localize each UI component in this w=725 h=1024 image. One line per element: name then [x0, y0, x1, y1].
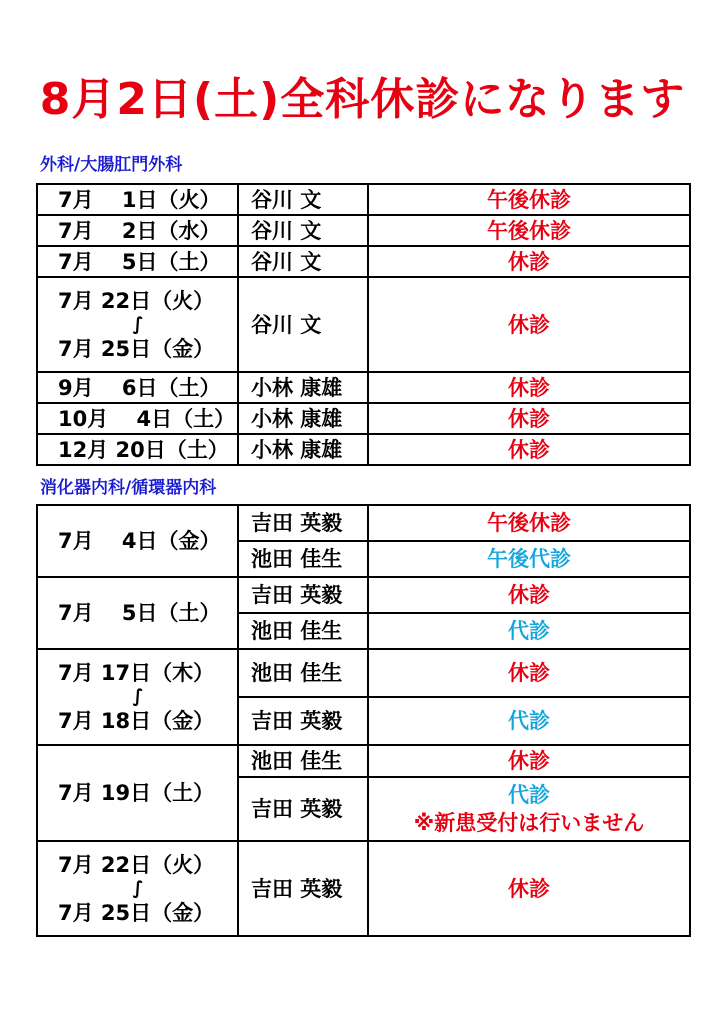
date-range-end: 7月 25日（金）	[58, 900, 215, 925]
status-cell: 代診	[368, 697, 690, 745]
doctor-cell: 吉田 英毅	[238, 697, 368, 745]
status-cell: 休診	[368, 277, 690, 372]
table-row	[37, 277, 690, 372]
section-heading-surgery: 外科/大腸肛門外科	[40, 155, 183, 175]
date-range-start: 7月 22日（火）	[58, 852, 215, 877]
status-cell: 午後代診	[368, 541, 690, 577]
date-cell: 9月 6日（土）	[37, 372, 238, 403]
status-cell: 休診	[368, 745, 690, 777]
range-mark: ∫	[132, 313, 144, 335]
doctor-cell: 池田 佳生	[238, 745, 368, 777]
date-range-cell	[37, 841, 238, 936]
status-text: 代診	[508, 783, 550, 807]
table-row	[37, 841, 690, 936]
date-cell: 7月 4日（金）	[37, 505, 238, 577]
date-cell: 12月 20日（土）	[37, 434, 238, 465]
table-row	[37, 372, 690, 403]
date-range-start: 7月 17日（木）	[58, 661, 215, 685]
internal-schedule-table	[36, 504, 691, 937]
table-row	[37, 403, 690, 434]
status-cell: 休診	[368, 403, 690, 434]
surgery-schedule-table	[36, 183, 691, 466]
doctor-cell: 谷川 文	[238, 215, 368, 246]
doctor-cell: 池田 佳生	[238, 649, 368, 697]
status-cell: 休診	[368, 649, 690, 697]
date-range-start: 7月 22日（火）	[58, 288, 215, 313]
doctor-cell: 小林 康雄	[238, 403, 368, 434]
table-row	[37, 649, 690, 697]
table-row	[37, 577, 690, 613]
date-cell: 10月 4日（土）	[37, 403, 238, 434]
status-note: ※新患受付は行いません	[413, 811, 645, 835]
status-cell: 休診	[368, 372, 690, 403]
date-cell: 7月 2日（水）	[37, 215, 238, 246]
status-cell: 午後休診	[368, 215, 690, 246]
doctor-cell: 谷川 文	[238, 246, 368, 277]
doctor-cell: 吉田 英毅	[238, 577, 368, 613]
section-heading-internal: 消化器内科/循環器内科	[40, 478, 217, 498]
date-range-end: 7月 25日（金）	[58, 336, 215, 361]
status-cell: 休診	[368, 246, 690, 277]
range-mark: ∫	[132, 686, 144, 707]
date-range-end: 7月 18日（金）	[58, 709, 215, 733]
status-cell: 休診	[368, 841, 690, 936]
table-row	[37, 505, 690, 541]
doctor-cell: 池田 佳生	[238, 541, 368, 577]
doctor-cell: 吉田 英毅	[238, 777, 368, 841]
date-cell: 7月 1日（火）	[37, 184, 238, 215]
date-cell: 7月 19日（土）	[37, 745, 238, 841]
date-cell: 7月 5日（土）	[37, 577, 238, 649]
status-cell	[368, 777, 690, 841]
date-cell: 7月 5日（土）	[37, 246, 238, 277]
doctor-cell: 小林 康雄	[238, 372, 368, 403]
range-mark: ∫	[132, 877, 144, 899]
date-range-cell	[37, 649, 238, 745]
doctor-cell: 谷川 文	[238, 277, 368, 372]
table-row	[37, 246, 690, 277]
table-row	[37, 215, 690, 246]
status-cell: 午後休診	[368, 184, 690, 215]
date-range-cell	[37, 277, 238, 372]
page-title: 8月2日(土)全科休診になります	[39, 74, 686, 125]
table-row	[37, 745, 690, 777]
status-cell: 午後休診	[368, 505, 690, 541]
table-row	[37, 184, 690, 215]
doctor-cell: 小林 康雄	[238, 434, 368, 465]
status-cell: 代診	[368, 613, 690, 649]
doctor-cell: 谷川 文	[238, 184, 368, 215]
doctor-cell: 吉田 英毅	[238, 841, 368, 936]
doctor-cell: 池田 佳生	[238, 613, 368, 649]
status-cell: 休診	[368, 434, 690, 465]
status-cell: 休診	[368, 577, 690, 613]
doctor-cell: 吉田 英毅	[238, 505, 368, 541]
table-row	[37, 434, 690, 465]
